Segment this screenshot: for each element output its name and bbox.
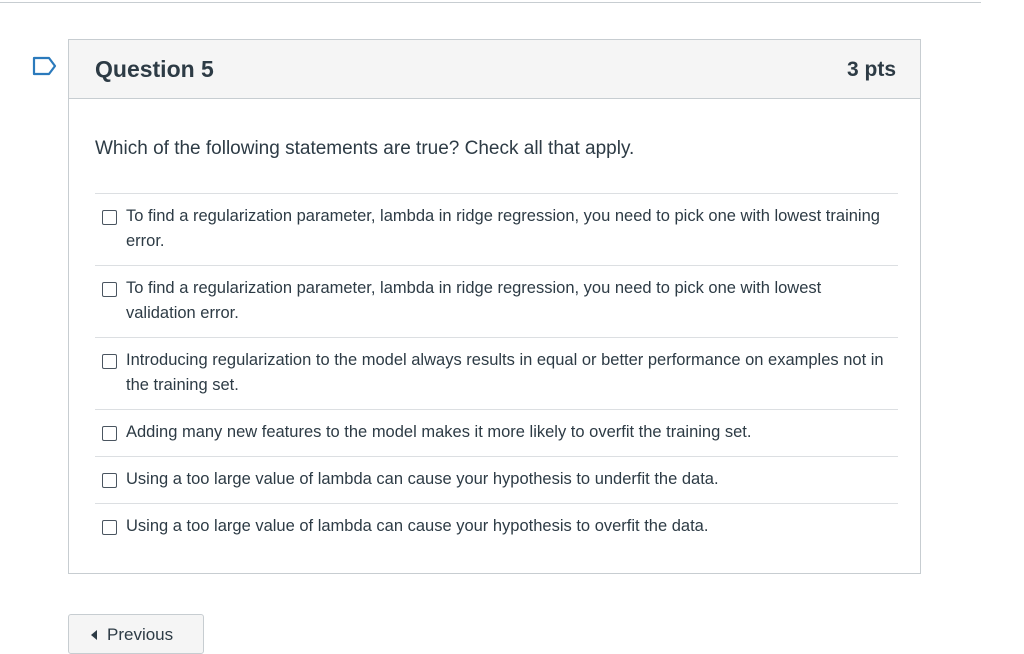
answer-checkbox[interactable]	[102, 354, 117, 369]
answer-checkbox[interactable]	[102, 520, 117, 535]
question-points: 3 pts	[846, 58, 896, 81]
answer-option[interactable]	[95, 337, 898, 409]
previous-button[interactable]	[68, 614, 204, 654]
answer-label[interactable]: Using a too large value of lambda can cause your hypothesis to underfit the data.	[126, 470, 719, 488]
answer-checkbox[interactable]	[102, 282, 117, 297]
answer-checkbox[interactable]	[102, 426, 117, 441]
previous-button-content	[91, 625, 173, 645]
answer-label[interactable]: Introducing regularization to the model always results in equal or better performance on examples not in the training set.	[126, 351, 884, 394]
answer-label[interactable]: Adding many new features to the model makes it more likely to overfit the training set.	[126, 423, 752, 441]
flag-question-icon[interactable]	[32, 56, 58, 76]
question-card	[68, 39, 921, 574]
answer-list	[95, 193, 898, 550]
question-title: Question 5	[95, 56, 214, 82]
answer-checkbox[interactable]	[102, 210, 117, 225]
question-prompt: Which of the following statements are true? Check all that apply.	[95, 138, 635, 159]
answer-option[interactable]	[95, 193, 898, 265]
answer-option[interactable]	[95, 456, 898, 503]
previous-button-label: Previous	[107, 625, 174, 644]
top-divider	[0, 2, 981, 3]
answer-label[interactable]: Using a too large value of lambda can cause your hypothesis to overfit the data.	[126, 517, 709, 535]
answer-label[interactable]: To find a regularization parameter, lambda in ridge regression, you need to pick one with lowest training error.	[126, 207, 880, 250]
answer-checkbox[interactable]	[102, 473, 117, 488]
answer-label[interactable]: To find a regularization parameter, lambda in ridge regression, you need to pick one with lowest validation error.	[126, 279, 822, 322]
answer-option[interactable]	[95, 265, 898, 337]
answer-option[interactable]	[95, 503, 898, 550]
answer-option[interactable]	[95, 409, 898, 456]
question-header	[69, 40, 920, 99]
